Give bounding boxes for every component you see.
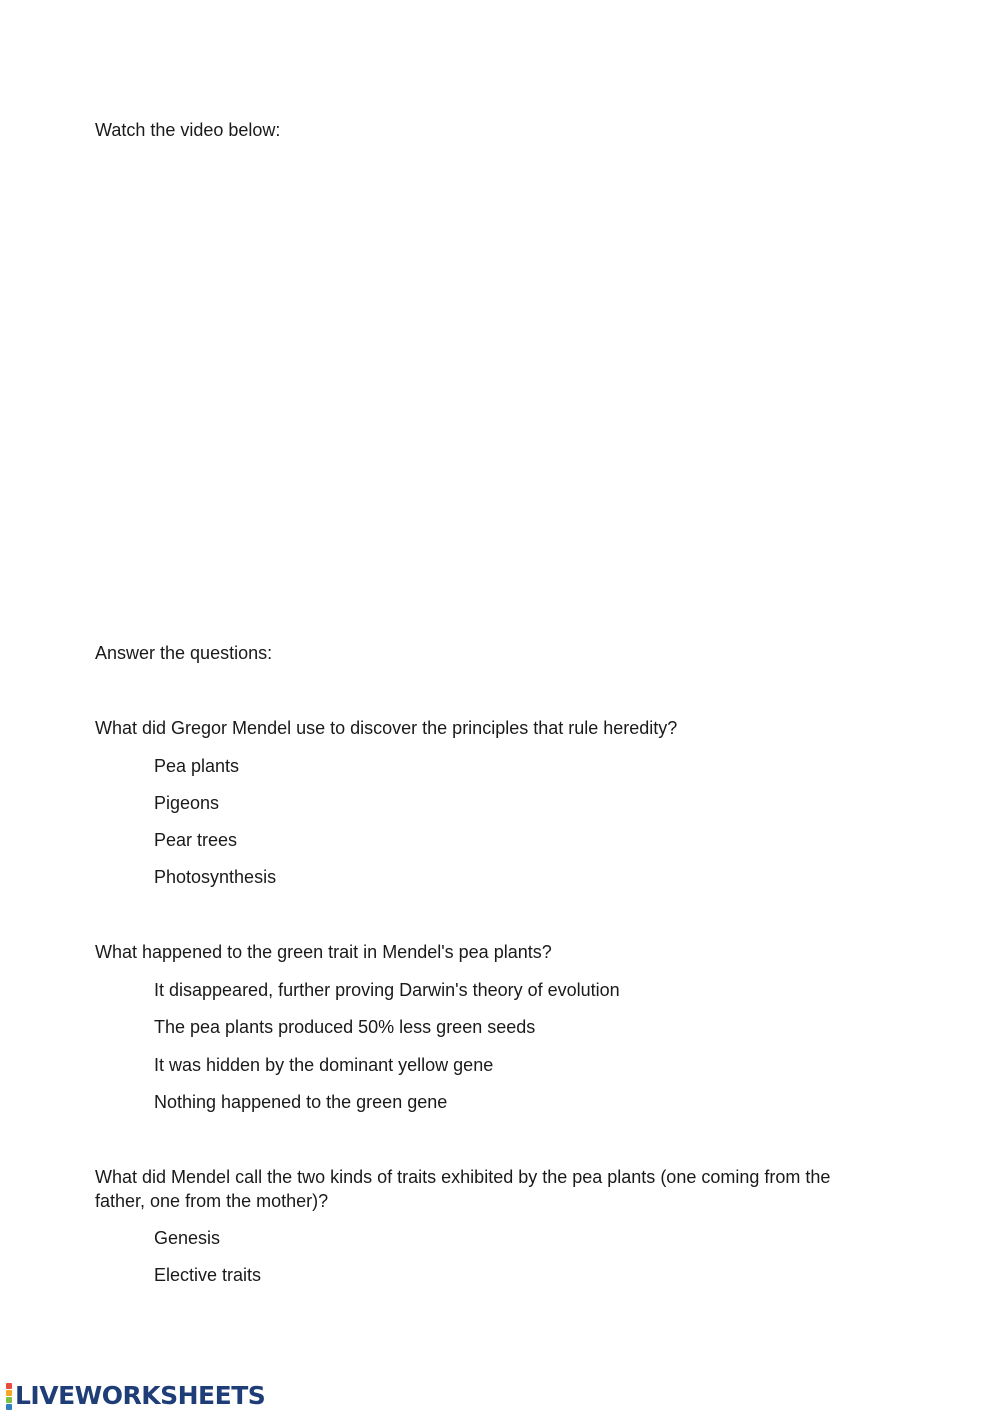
- question-1-option-2[interactable]: Pigeons: [154, 793, 220, 813]
- question-2-option-4[interactable]: Nothing happened to the green gene: [154, 1092, 448, 1112]
- question-3-option-2[interactable]: Elective traits: [154, 1265, 262, 1285]
- question-1-option-4[interactable]: Photosynthesis: [154, 867, 277, 887]
- logo-block-icon: [6, 1383, 12, 1389]
- logo-block-icon: [6, 1390, 12, 1396]
- question-1-option-3[interactable]: Pear trees: [154, 830, 238, 850]
- question-3-text-line-1: What did Mendel call the two kinds of traits exhibited by the pea plants (one coming from the: [95, 1167, 831, 1187]
- watch-video-instruction: Watch the video below:: [95, 120, 281, 140]
- question-2-text: What happened to the green trait in Mendel's pea plants?: [95, 942, 552, 962]
- question-3-text-line-2: father, one from the mother)?: [95, 1191, 329, 1211]
- question-2-option-2[interactable]: The pea plants produced 50% less green seeds: [154, 1017, 536, 1037]
- question-2-option-3[interactable]: It was hidden by the dominant yellow gene: [154, 1055, 494, 1075]
- logo-blocks-icon: [6, 1383, 12, 1410]
- logo-block-icon: [6, 1397, 12, 1403]
- logo-text: LIVEWORKSHEETS: [15, 1381, 266, 1410]
- liveworksheets-logo: [6, 1381, 265, 1411]
- question-1-option-1[interactable]: Pea plants: [154, 756, 240, 776]
- question-3-option-1[interactable]: Genesis: [154, 1228, 221, 1248]
- question-2-option-1[interactable]: It disappeared, further proving Darwin's theory of evolution: [154, 980, 620, 1000]
- question-1-text: What did Gregor Mendel use to discover the principles that rule heredity?: [95, 718, 678, 738]
- logo-block-icon: [6, 1404, 12, 1410]
- answer-questions-instruction: Answer the questions:: [95, 643, 273, 663]
